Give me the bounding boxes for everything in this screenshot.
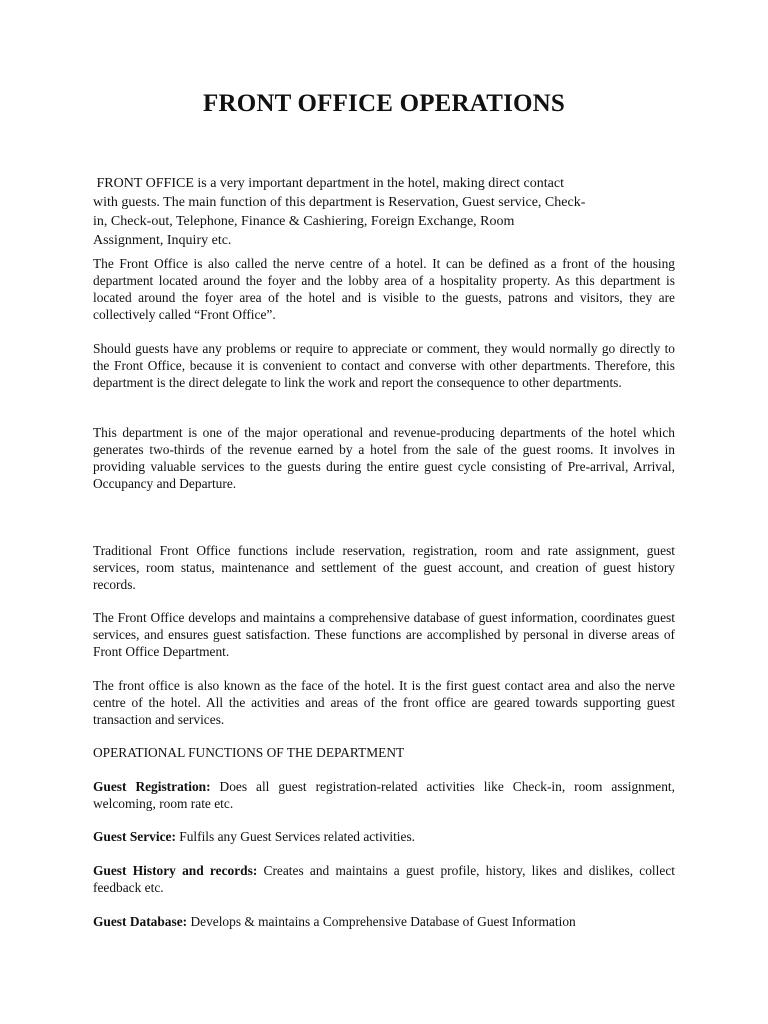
paragraph-database: The Front Office develops and maintains a comprehensive database of guest information, coordinates guest services, and ensures guest satisfaction. These functions are accomplished by personal in diverse areas of Front Office Department. xyxy=(93,610,675,659)
intro-paragraph xyxy=(93,174,653,250)
function-item-guest-registration xyxy=(93,778,675,812)
function-term: Guest Service: xyxy=(93,829,176,844)
function-description: Creates and maintains a guest profile, history, likes and dislikes, collect feedback etc. xyxy=(93,863,675,895)
function-term: Guest History and records: xyxy=(93,863,258,878)
paragraph-face-of-hotel: The front office is also known as the face of the hotel. It is the first guest contact area and also the nerve centre of the hotel. All the activities and areas of the front office are geared towards supporting guest transaction and services. xyxy=(93,678,675,727)
function-term: Guest Registration: xyxy=(93,779,211,794)
function-description: Does all guest registration-related activities like Check-in, room assignment, welcoming, room rate etc. xyxy=(93,779,675,811)
function-description: Fulfils any Guest Services related activities. xyxy=(175,829,416,844)
function-item-guest-database xyxy=(93,913,675,930)
function-item-guest-service xyxy=(93,828,675,845)
intro-line: with guests. The main function of this department is Reservation, Guest service, Check- xyxy=(93,195,586,210)
function-description: Develops & maintains a Comprehensive Database of Guest Information xyxy=(187,914,576,929)
paragraph-traditional-functions: Traditional Front Office functions include reservation, registration, room and rate assignment, guest services, room status, maintenance and settlement of the guest account, and creation of guest history records. xyxy=(93,543,675,592)
section-heading: OPERATIONAL FUNCTIONS OF THE DEPARTMENT xyxy=(93,745,405,760)
page-title: FRONT OFFICE OPERATIONS xyxy=(202,90,566,117)
intro-line: FRONT OFFICE is a very important department in the hotel, making direct contact xyxy=(93,176,564,191)
paragraph-revenue: This department is one of the major operational and revenue-producing departments of the hotel which generates two-thirds of the revenue earned by a hotel from the sale of the guest rooms. It involves in providing valuable services to the guests during the entire guest cycle consisting of Pre-arrival, Arrival, Occupancy and Departure. xyxy=(93,425,675,491)
paragraph-guest-problems: Should guests have any problems or require to appreciate or comment, they would normally go directly to the Front Office, because it is convenient to contact and converse with other departments. Therefore, this department is the direct delegate to link the work and report the consequence to other departments. xyxy=(93,341,675,390)
function-term: Guest Database: xyxy=(93,914,188,929)
intro-line: Assignment, Inquiry etc. xyxy=(93,233,232,248)
function-item-guest-history xyxy=(93,862,675,896)
paragraph-nerve-centre: The Front Office is also called the nerve centre of a hotel. It can be defined as a front of the housing department located around the foyer and the lobby area of a hospitality property. As this department is located around the foyer area of the hotel and is visible to the guests, patrons and visitors, they are collectively called “Front Office”. xyxy=(93,256,675,322)
intro-line: in, Check-out, Telephone, Finance & Cashiering, Foreign Exchange, Room xyxy=(93,214,515,229)
